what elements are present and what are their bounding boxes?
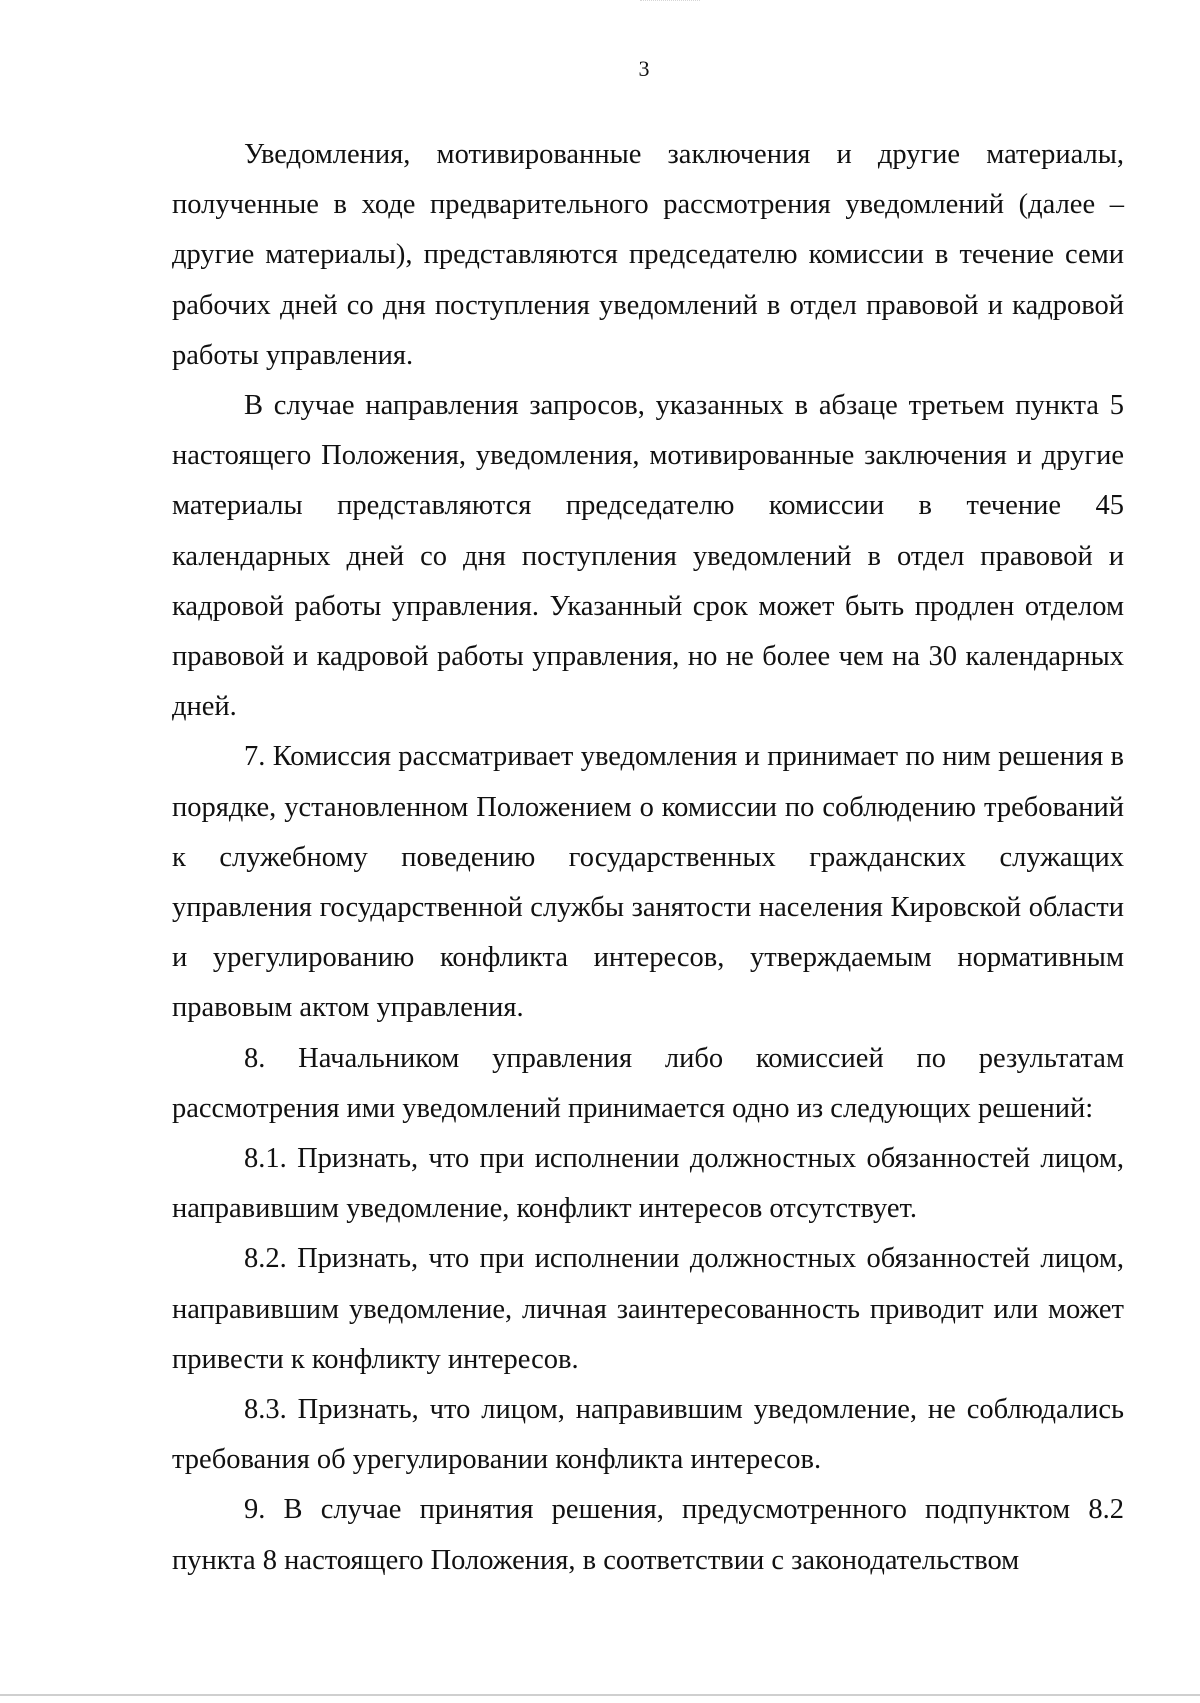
paragraph-item-8-2: 8.2. Признать, что при исполнении должностных обязанностей лицом, направившим уведомление, личная заинтересованность приводит или может привести к конфликту интересов. [172, 1243, 1124, 1375]
paragraph-requests-deadline: В случае направления запросов, указанных в абзаце третьем пункта 5 настоящего Положения, уведомления, мотивированные заключения и другие материалы представляются председателю комиссии в течение 45 календарных дней со дня поступления уведомлений в отдел правовой и кадровой работы управления. Указанный срок может быть продлен отделом правовой и кадровой работы управления, но не более чем на 30 календарных дней. [172, 390, 1124, 723]
document-body [172, 130, 1124, 1586]
scan-artifact [640, 0, 700, 4]
paragraph-item-8-3: 8.3. Признать, что лицом, направившим уведомление, не соблюдались требования об урегулировании конфликта интересов. [172, 1394, 1124, 1476]
paragraph-item-8: 8. Начальником управления либо комиссией по результатам рассмотрения ими уведомлений принимается одно из следующих решений: [172, 1042, 1124, 1124]
paragraph-notifications-materials: Уведомления, мотивированные заключения и другие материалы, полученные в ходе предварительного рассмотрения уведомлений (далее – другие материалы), представляются председателю комиссии в течение семи рабочих дней со дня поступления уведомлений в отдел правовой и кадровой работы управления. [172, 139, 1124, 371]
paragraph-item-7: 7. Комиссия рассматривает уведомления и принимает по ним решения в порядке, установленном Положением о комиссии по соблюдению требований к служебному поведению государственных гражданских служащих управления государственной службы занятости населения Кировской области и урегулированию конфликта интересов, утверждаемым нормативным правовым актом управления. [172, 741, 1124, 1024]
paragraph-item-8-1: 8.1. Признать, что при исполнении должностных обязанностей лицом, направившим уведомление, конфликт интересов отсутствует. [172, 1143, 1124, 1225]
paragraph-item-9: 9. В случае принятия решения, предусмотренного подпунктом 8.2 пункта 8 настоящего Положения, в соответствии с законодательством [172, 1494, 1124, 1576]
page-number: 3 [638, 56, 650, 81]
scan-bottom-edge [0, 1694, 1200, 1696]
